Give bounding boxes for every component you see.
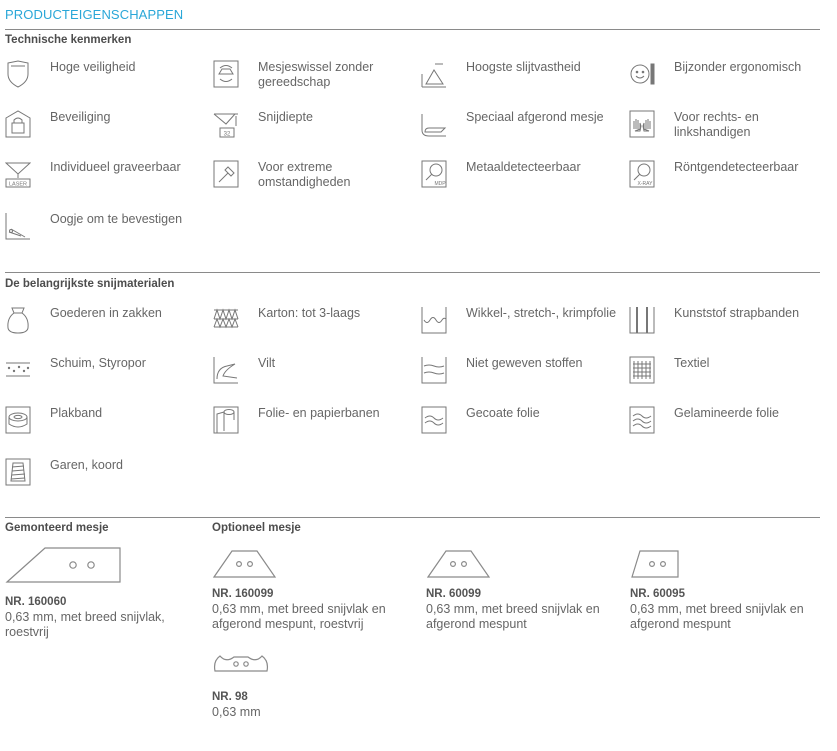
material-label: Plakband [50,406,103,420]
blade-60099-desc: 0,63 mm, met breed snijvlak en afgerond mespunt [426,602,600,631]
blade-98-nr: NR. 98 [212,691,248,703]
optional-heading: Optioneel mesje [212,522,301,534]
material-label: Vilt [258,356,276,370]
ergonomic-icon [629,60,655,88]
feature-label: Metaaldetecteerbaar [466,160,581,174]
divider [5,272,820,273]
divider [5,517,820,518]
feature-ergonomic [629,60,837,106]
feature-label: Voor extreme omstandigheden [258,160,351,189]
wrap-film-icon [421,306,447,334]
feature-left-right-hand [629,110,837,156]
mounted-blade-nr: NR. 160060 [5,596,67,608]
feature-rounded-blade [421,110,629,156]
material-label: Kunststof strapbanden [674,306,800,320]
feature-cutting-depth [213,110,421,156]
page-title: PRODUCTEIGENSCHAPPEN [5,7,184,22]
feature-high-safety [5,60,213,106]
strap-band-icon [629,306,655,334]
feature-eyelet [5,212,213,258]
cardboard-icon [213,306,239,334]
wear-resistance-icon [421,60,447,88]
blade-change-icon [213,60,239,88]
feature-wear-resistance [421,60,629,106]
feature-label: Snijdiepte [258,110,313,124]
lock-icon [5,110,31,138]
material-laminated-film [629,406,837,452]
material-coated-film [421,406,629,452]
metal-detect-icon [421,160,447,188]
xray-text: X-RAY [637,181,653,187]
material-felt [213,356,421,402]
sack-icon [5,306,31,334]
material-sack [5,306,213,352]
material-tape [5,406,213,452]
material-textile [629,356,837,402]
material-label: Gelamineerde folie [674,406,779,420]
material-nonwoven [421,356,629,402]
yarn-icon [5,458,31,486]
material-label: Folie- en papierbanen [258,406,380,420]
blade-160099-desc: 0,63 mm, met breed snijvlak en afgerond mespunt, roestvrij [212,602,386,631]
feature-blade-change [213,60,421,106]
feature-metal-detectable [421,160,629,206]
divider [5,29,820,30]
feature-engrave [5,160,213,206]
blade-98-image [212,651,270,675]
feature-label: Hoogste slijtvastheid [466,60,581,74]
blade-60095-image [630,549,680,579]
material-label: Textiel [674,356,710,370]
nonwoven-icon [421,356,447,384]
material-label: Niet geweven stoffen [466,356,583,370]
material-label: Goederen in zakken [50,306,162,320]
material-label: Karton: tot 3-laags [258,306,361,320]
mounted-heading: Gemonteerd mesje [5,522,109,534]
feature-label: Hoge veiligheid [50,60,136,74]
feature-xray-detectable [629,160,837,206]
paper-roll-icon [213,406,239,434]
foam-icon [5,356,31,384]
blade-60099-nr: NR. 60099 [426,588,481,600]
material-paper-roll [213,406,421,452]
feature-security [5,110,213,156]
mdp-text: MDP [434,181,446,187]
blade-160099-image [212,549,277,579]
feature-extreme-conditions [213,160,421,206]
mounted-blade-image [5,545,123,585]
material-label: Gecoate folie [466,406,540,420]
laminated-film-icon [629,406,655,434]
material-wrap-film [421,306,629,352]
material-strap [629,306,837,352]
material-label: Garen, koord [50,458,123,472]
hammer-icon [213,160,239,188]
laser-text: LASER [8,181,28,188]
feature-label: Speciaal afgerond mesje [466,110,604,124]
feature-label: Beveiliging [50,110,111,124]
material-label: Wikkel-, stretch-, krimpfolie [466,306,617,320]
coated-film-icon [421,406,447,434]
feature-label: Röntgendetecteerbaar [674,160,799,174]
cutting-depth-icon [213,110,239,138]
blade-98-desc: 0,63 mm [212,705,261,719]
feature-label: Individueel graveerbaar [50,160,181,174]
materials-heading: De belangrijkste snijmaterialen [5,278,175,290]
material-yarn [5,458,213,504]
rounded-blade-icon [421,110,447,138]
feature-label: Voor rechts- en linkshandigen [674,110,759,139]
laser-engrave-icon [5,160,31,188]
tape-icon [5,406,31,434]
shield-icon [5,60,31,88]
material-label: Schuim, Styropor [50,356,146,370]
cutting-depth-text: 32 [223,131,231,138]
blade-60099-image [426,549,491,579]
xray-detect-icon [629,160,655,188]
hands-icon [629,110,655,138]
blade-160099-nr: NR. 160099 [212,588,274,600]
blade-60095-desc: 0,63 mm, met breed snijvlak en afgerond mespunt [630,602,804,631]
material-foam [5,356,213,402]
blade-60095-nr: NR. 60095 [630,588,685,600]
technical-heading: Technische kenmerken [5,34,132,46]
feature-label: Mesjeswissel zonder gereedschap [258,60,374,89]
textile-icon [629,356,655,384]
eyelet-icon [5,212,31,240]
mounted-blade-desc: 0,63 mm, met breed snijvlak, roestvrij [5,610,165,639]
felt-icon [213,356,239,384]
feature-label: Oogje om te bevestigen [50,212,183,226]
feature-label: Bijzonder ergonomisch [674,60,802,74]
material-cardboard [213,306,421,352]
